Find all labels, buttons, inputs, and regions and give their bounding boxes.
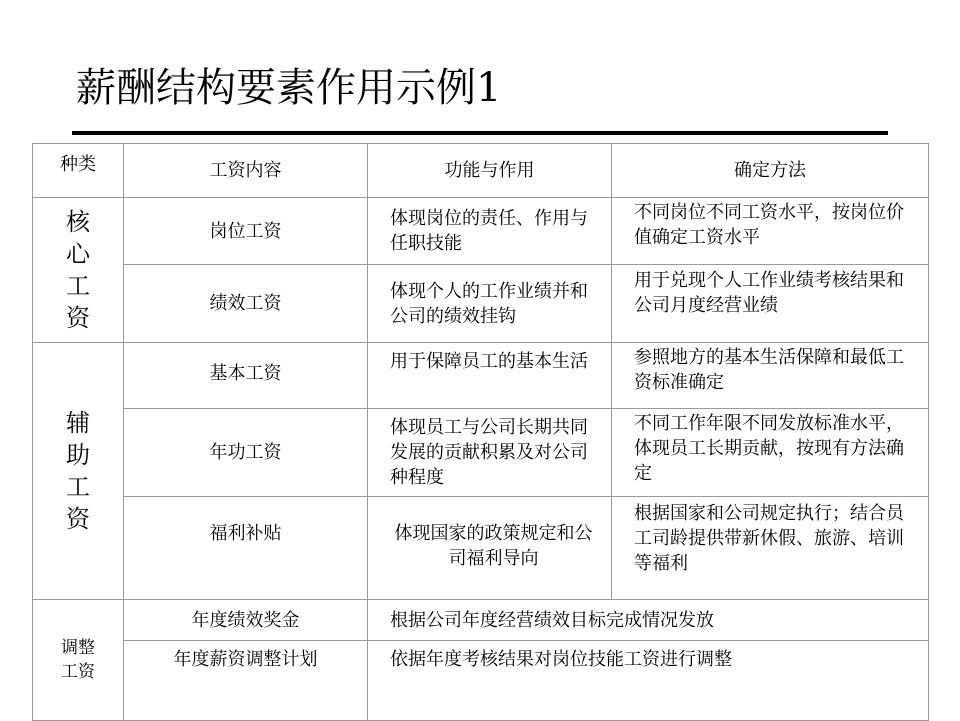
header-row: [33, 144, 929, 198]
row-item: 基本工资: [124, 343, 368, 409]
row-item: 绩效工资: [124, 265, 368, 343]
row-item: 岗位工资: [124, 198, 368, 265]
header-salary-content: 工资内容: [124, 144, 368, 198]
table-row: [33, 198, 929, 265]
row-method: 依据年度考核结果对岗位技能工资进行调整: [368, 641, 929, 721]
group-core-salary: 核 心 工 资: [33, 198, 124, 343]
table-row: [33, 641, 929, 721]
table-row: [33, 409, 929, 497]
row-method: 根据国家和公司规定执行；结合员工司龄提供带新休假、旅游、培训等福利: [612, 497, 929, 600]
table-row: [33, 265, 929, 343]
header-category: 种类: [33, 144, 124, 198]
group-aux-salary: 辅 助 工 资: [33, 343, 124, 600]
group-adjust-salary: 调整 工资: [33, 600, 124, 721]
row-item: 年度绩效奖金: [124, 600, 368, 641]
row-item: 年功工资: [124, 409, 368, 497]
row-item: 福利补贴: [124, 497, 368, 600]
table-row: [33, 600, 929, 641]
row-method: 不同岗位不同工资水平，按岗位价值确定工资水平: [612, 198, 929, 265]
row-method: 根据公司年度经营绩效目标完成情况发放: [368, 600, 929, 641]
title-underline: [72, 131, 888, 135]
page-title: 薪酬结构要素作用示例1: [76, 65, 502, 111]
row-item: 年度薪资调整计划: [124, 641, 368, 721]
table-row: [33, 343, 929, 409]
row-method: 参照地方的基本生活保障和最低工资标准确定: [612, 343, 929, 409]
row-function: 用于保障员工的基本生活: [368, 343, 612, 409]
row-function: 体现国家的政策规定和公司福利导向: [368, 497, 612, 600]
salary-structure-table: [32, 143, 929, 721]
row-method: 用于兑现个人工作业绩考核结果和公司月度经营业绩: [612, 265, 929, 343]
table-row: [33, 497, 929, 600]
row-function: 体现个人的工作业绩并和公司的绩效挂钩: [368, 265, 612, 343]
row-function: 体现岗位的责任、作用与任职技能: [368, 198, 612, 265]
header-function: 功能与作用: [368, 144, 612, 198]
header-method: 确定方法: [612, 144, 929, 198]
row-function: 体现员工与公司长期共同发展的贡献积累及对公司种程度: [368, 409, 612, 497]
row-method: 不同工作年限不同发放标准水平，体现员工长期贡献，按现有方法确定: [612, 409, 929, 497]
